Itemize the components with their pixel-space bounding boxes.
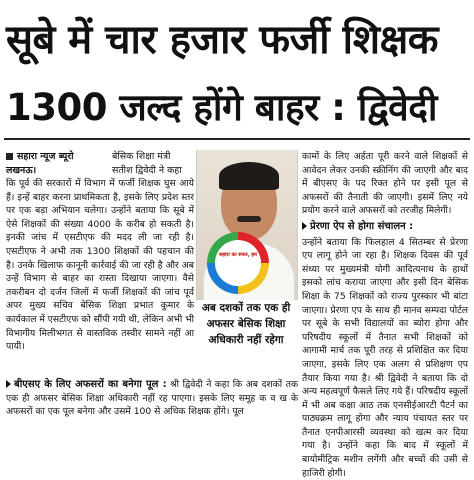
triangle-bullet-icon <box>6 380 11 388</box>
byline-agency: सहारा न्यूज ब्यूरो <box>17 151 74 162</box>
headline-line-2: 1300 जल्द होंगे बाहर : द्विवेदी <box>6 86 437 129</box>
intro-text: बेसिक शिक्षा मंत्री सतीश द्विवेदी ने कहा <box>112 151 182 176</box>
subhead-prerna-app: प्रेरणा ऐप से होगा संचालन : <box>302 220 468 234</box>
column-2-paragraph-2: उन्होंने बताया कि फिलहाल 4 सितम्बर से प्रेरणा एप लागू होने जा रहा है। शिक्षक दिवस की पूर्व संध्या पर मुख्यमंत्री योगी आदित्यनाथ के हाथों इसको लांच कराया जाएगा और इसी दिन बेसिक शिक्षा के 75 शिक्षकों को राज्य पुरस्कार भी बांटा जाएगा। प्रेरणा एप के साथ ही मानव सम्पदा पोर्टल पर सूबे के सभी विद्यालयों का ब्योरा होगा और परिषदीय स्कूलों में तैनात सभी शिक्षकों को आगामी मार्च तक पूरी तरह से प्रशिक्षित कर दिया जाएगा, इसके लिए एक अलग से प्रशिक्षण एप तैयार किया गया है। श्री द्विवेदी ने बताया कि दो अन्य महत्वपूर्ण फैसले लिए गये हैं। परिषदीय स्कूलों में भी अब कक्षा आठ तक एनसीईआरटी पैटर्न का पाठ्यक्रम लागू होगा और न्याय पंचायत स्तर पर तैनात एनपीआरसी व्यवस्था को खत्म कर दिया गया है। उन्होंने कहा कि बाद में स्कूलों में बायोमीट्रिक मशीन लगेंगी और बच्चों की उसी से हाजिरी होगी। <box>302 236 468 479</box>
column-1-paragraph: कि पूर्व की सरकारों में विभाग में फर्जी शिक्षक घुस आये हैं। इन्हें बाहर करना प्राथमिकता है, इसके लिए प्रदेश स्तर पर एक बड़ा अभियान चलेगा। उन्होंने बताया कि सूबे में ऐसे शिक्षकों की संख्या 4000 के करीब हो सकती है। इनकी जांच में एसटीएफ की मदद ली जा रही है। एसटीएफ ने अभी तक 1300 शिक्षकों की पहचान की है। उनके खिलाफ कानूनी कार्रवाई की जा रही है और अब उन्हें विभाग से बाहर का रास्ता दिखाया जाएगा। वैसे तकरीबन दो दर्जन जिलों में फर्जी शिक्षकों की जांच पूर्व अपर मुख्य सचिव बेसिक शिक्षा प्रभात कुमार के कार्यकाल में एसटीएफ को सौंपी गयी थी, लेकिन अभी भी विभागीय मिलीभगत से वास्तविक तस्वीर सामने नहीं आ पायी। <box>6 178 194 353</box>
column-2-paragraph-1: कामों के लिए अर्हता पूरी करने वाले शिक्षकों से आवेदन लेकर उनकी स्क्रीनिंग की जाएगी और बाद में बीएसए के पद रिक्त होने पर इसी पूल से अफसरों की तैनाती की जाएगी। इसमें लिए नये प्रयोग करने वाले अफसरों को तरजीह मिलेगी। <box>302 151 468 217</box>
article-column-2 <box>302 150 468 479</box>
article-column-1-bottom <box>6 378 298 419</box>
byline-city: लखनऊ। <box>6 164 37 176</box>
headline-line-1: सूबे में चार हजार फर्जी शिक्षक <box>6 17 439 63</box>
headline-divider <box>4 138 470 140</box>
badge-text: सहारा का सफर, हम <box>215 240 261 286</box>
photo-caption: अब दशकों तक एक ही अफसर बेसिक शिक्षा अधिकारी नहीं रहेगा <box>196 300 296 378</box>
triangle-bullet-icon <box>302 222 307 230</box>
anniversary-logo-icon <box>207 232 269 294</box>
column-1b-text: श्री द्विवेदी ने कहा कि अब दशकों तक एक ही अफसर बेसिक शिक्षा अधिकारी नहीं रह पाएगा। इसके लिए समूह क व ख के अफसरों का एक पूल बनेगा और उसमें 100 से अधिक शिक्षक होंगे। पूल <box>6 379 299 418</box>
subhead-bsa-pool: बीएसए के लिए अफसरों का बनेगा पूल : <box>6 379 167 390</box>
